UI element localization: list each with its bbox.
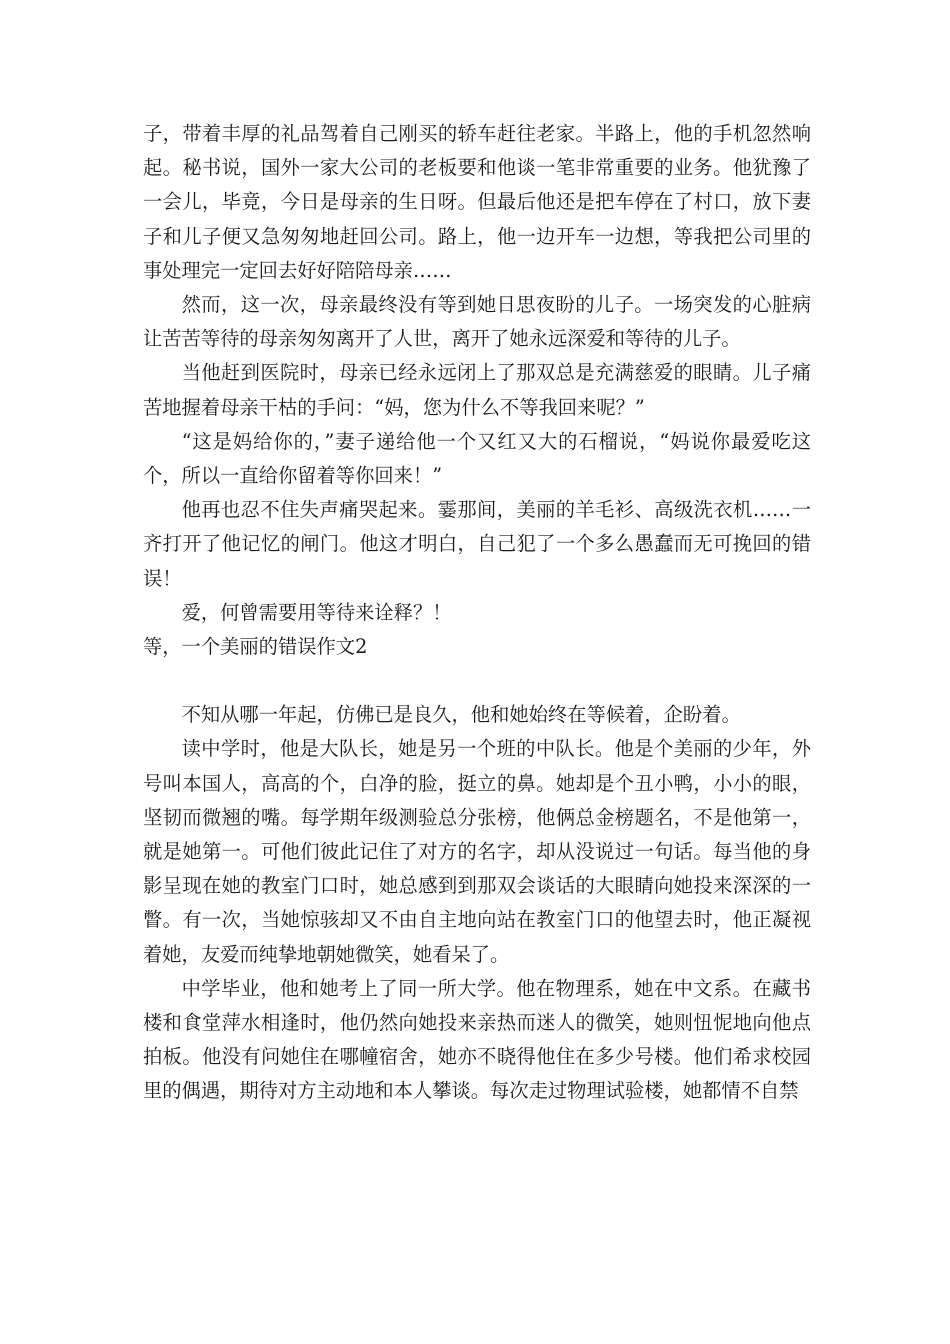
paragraph: 他再也忍不住失声痛哭起来。霎那间，美丽的羊毛衫、高级洗衣机……一齐打开了他记忆的闸门。他这才明白，自己犯了一个多么愚蠢而无可挽回的错误！ (143, 498, 811, 590)
paragraph: 不知从哪一年起，仿佛已是良久，他和她始终在等候着，企盼着。 (181, 703, 741, 727)
paragraph: 然而，这一次，母亲最终没有等到她日思夜盼的儿子。一场突发的心脏病让苦苦等待的母亲匆匆离开了人世，离开了她永远深爱和等待的儿子。 (143, 293, 811, 351)
paragraph: 中学毕业，他和她考上了同一所大学。他在物理系，她在中文系。在藏书楼和食堂萍水相逢时，他仍然向她投来亲热而迷人的微笑，她则忸怩地向他点拍板。他没有问她住在哪幢宿舍，她亦不晓得他住在多少号楼。他们希求校园里的偶遇，期待对方主动地和本人攀谈。每次走过物理试验楼，她都情不自禁 (143, 976, 811, 1103)
paragraph-continuation: 子，带着丰厚的礼品驾着自己刚买的轿车赶往老家。半路上，他的手机忽然响起。秘书说，国外一家大公司的老板要和他谈一笔非常重要的业务。他犹豫了一会儿，毕竟，今日是母亲的生日呀。但最后他还是把车停在了村口，放下妻子和儿子便又急匆匆地赶回公司。路上，他一边开车一边想，等我把公司里的事处理完一定回去好好陪陪母亲…… (143, 122, 811, 282)
paragraph: 读中学时，他是大队长，她是另一个班的中队长。他是个美丽的少年，外号叫本国人，高高的个，白净的脸，挺立的鼻。她却是个丑小鸭，小小的眼，坚韧而微翘的嘴。每学期年级测验总分张榜，他俩总金榜题名，不是他第一，就是她第一。可他们彼此记住了对方的名字，却从没说过一句话。每当他的身影呈现在她的教室门口时，她总感到到那双会谈话的大眼睛向她投来深深的一瞥。有一次，当她惊骇却又不由自主地向站在教室门口的他望去时，他正凝视着她，友爱而纯挚地朝她微笑，她看呆了。 (143, 737, 811, 966)
paragraph: “这是妈给你的，”妻子递给他一个又红又大的石榴说，“妈说你最爱吃这个，所以一直给你留着等你回来！” (143, 429, 811, 488)
spacer (143, 664, 811, 698)
article-body (143, 117, 811, 1109)
paragraph: 爱，何曾需要用等待来诠释？！ (181, 600, 452, 624)
section-heading: 等，一个美丽的错误作文2 (143, 635, 368, 659)
paragraph: 当他赶到医院时，母亲已经永远闭上了那双总是充满慈爱的眼睛。儿子痛苦地握着母亲干枯的手问：“妈，您为什么不等我回来呢？” (143, 361, 811, 419)
